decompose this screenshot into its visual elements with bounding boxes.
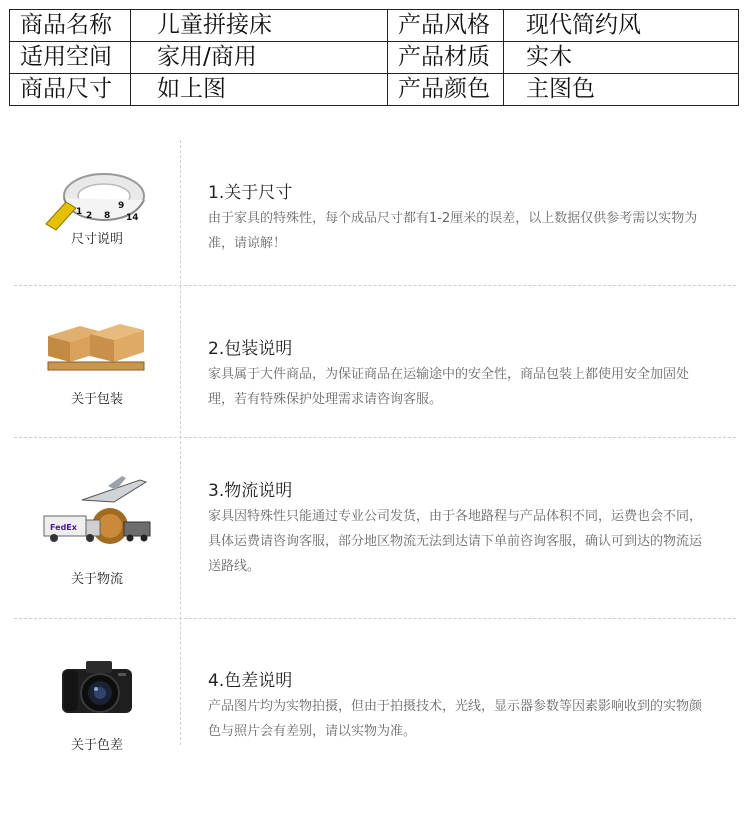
spec-key: 产品颜色 (388, 74, 504, 106)
truck-text: FedEx (50, 523, 77, 532)
section-label: 关于色差 (70, 738, 123, 753)
spec-value: 家用/商用 (131, 42, 388, 74)
section-label: 关于包装 (70, 392, 123, 407)
spec-value: 实木 (504, 42, 739, 74)
tape-number: 14 (126, 213, 139, 223)
section-description: 产品图片均为实物拍摄，但由于拍摄技术，光线，显示器参数等因素影响收到的实物颜色与照片会有差别，请以实物为准。 (208, 699, 703, 739)
tape-number: 2 (86, 211, 93, 221)
section-divider (14, 618, 736, 619)
spec-row (10, 10, 739, 42)
spec-key: 商品尺寸 (10, 74, 131, 106)
spec-key: 产品风格 (388, 10, 504, 42)
section-size (14, 150, 736, 280)
spec-row (10, 74, 739, 106)
logistics-icon (42, 472, 152, 552)
section-title: 2.包装说明 (208, 339, 293, 359)
spec-key: 产品材质 (388, 42, 504, 74)
section-label: 关于物流 (70, 572, 123, 587)
spec-table (9, 9, 739, 106)
tape-number: 1 (76, 207, 83, 217)
spec-row (10, 42, 739, 74)
spec-key: 商品名称 (10, 10, 131, 42)
spec-value: 儿童拼接床 (131, 10, 388, 42)
section-description: 家具属于大件商品，为保证商品在运输途中的安全性，商品包装上都使用安全加固处理，若有特殊保护处理需求请咨询客服。 (208, 367, 690, 407)
section-description: 家具因特殊性只能通过专业公司发货，由于各地路程与产品体积不同，运费也会不同，具体运费请咨询客服，部分地区物流无法到达请下单前咨询客服，确认可到达的物流运送路线。 (208, 509, 703, 574)
section-title: 1.关于尺寸 (208, 183, 293, 203)
section-logistics (14, 462, 736, 612)
tape-number: 9 (118, 201, 125, 211)
section-title: 3.物流说明 (208, 481, 293, 501)
camera-icon (42, 655, 152, 725)
spec-value: 现代简约风 (504, 10, 739, 42)
section-divider (14, 285, 736, 286)
tape-number: 8 (104, 211, 111, 221)
spec-value: 主图色 (504, 74, 739, 106)
section-packaging (14, 310, 736, 435)
section-label: 尺寸说明 (70, 232, 123, 247)
section-divider (14, 437, 736, 438)
spec-value: 如上图 (131, 74, 388, 106)
section-description: 由于家具的特殊性，每个成品尺寸都有1-2厘米的误差，以上数据仅供参考需以实物为准，请谅解！ (208, 211, 698, 251)
section-title: 4.色差说明 (208, 671, 293, 691)
spec-key: 适用空间 (10, 42, 131, 74)
section-color (14, 650, 736, 760)
